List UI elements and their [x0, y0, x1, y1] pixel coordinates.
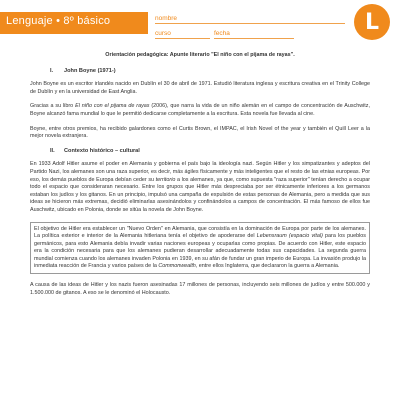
text-run: a los alemanes, ya que, como supuesta "raza superior" tenían derecho a ocupar todo el espacio que consideraran necesario. Entre los grupos que Hitler más despreciaba por ser étnicamente inferiores a los germanos estaban los judíos y los gitanos. En un principio, impulsó una campaña de expulsión de estas personas de Alemania, pero a medida que sus ideas se hicieron más extremas, decidió eliminarlas asesinándolos y confinándolos a campos de concentración. El más famoso de ellos fue Auschwitz, ubicado en Polonia, donde se sitúa la novela de John Boyne.: [30, 176, 370, 213]
text-run: , entre ellos Inglaterra, que declararon la guerra a Alemania.: [195, 263, 340, 270]
section-number: I.: [50, 67, 54, 74]
orientation-title: Orientación pedagógica: Apunte literario "El niño con el pijama de rayas".: [105, 52, 295, 58]
section-title-text: Contexto histórico – cultural: [64, 147, 140, 154]
italic-term: Commonwealth: [158, 263, 196, 270]
italic-term: territorio: [155, 176, 176, 183]
date-field[interactable]: [214, 38, 294, 39]
paragraph-awards: Boyne, entre otros premios, ha recibido galardones como el Curtis Brown, el IMPAC, el Irish Novel of the year y también el Quill Leer a la mejor novela extranjera.: [30, 125, 370, 140]
paragraph-holocaust: A causa de las ideas de Hitler y los nazis fueron asesinadas 17 millones de personas, incluyendo seis millones de judíos y entre 500.000 y 1.500.000 de gitanos. A eso se le denominó el Holocausto.: [30, 282, 370, 296]
name-field[interactable]: [155, 23, 345, 24]
section-number: II.: [50, 147, 55, 154]
section-title-text: John Boyne (1971-): [64, 67, 116, 74]
book-title: El niño con el pijama de rayas: [75, 103, 150, 110]
course-field[interactable]: [155, 38, 210, 39]
paragraph-new-order: [34, 226, 366, 272]
document-body: [30, 52, 370, 304]
text-run: para los pueblos germánicos, para esto Alemania debía invadir varias naciones europeas y ocuparlas como propias. De acuerdo con Hitler, este espacio era la condición necesaria para que los alemanes pudieran desarrollar adecuadamente todas sus capacidades. La segunda guerra mundial comienza cuando los alemanes invaden Polonia en 1939, en su afán de fundar un gran imperio de Europa. La invasión produjo la inmediata reacción de Francia y varios países de la: [34, 233, 366, 270]
text-run: El objetivo de Hitler era establecer un "Nuevo Orden" en Alemania, que consistía en la dominación de Europa por parte de los alemanes. La política exterior e interior de la Alemania hitleriana tenía el objetivo de apoderarse del: [34, 225, 366, 240]
date-label: fecha: [214, 30, 230, 37]
italic-term: Lebensraum (espacio vital): [256, 233, 323, 240]
text-run: (2006), que narra la vida de un niño alemán en el campo de concentración de Auschwitz, Boyne alcanzó fama mundial lo que le permitió dedicarse completamente a la escritura. Esta novela fue llevada al cine.: [30, 103, 370, 117]
subject-label: Lenguaje • 8º básico: [6, 15, 111, 27]
worksheet-header: [0, 0, 400, 46]
subject-logo: [354, 4, 390, 40]
paragraph-novel: [30, 103, 370, 118]
text-run: Gracias a su libro: [30, 103, 76, 110]
text-run: En 1933 Adolf Hitler asume el poder en Alemania y gobierna el país bajo la ideología nazi. Según Hitler y los simpatizantes y adeptos del Partido Nazi, los alemanes son una raza superior, es decir, más ágiles físicamente y más inteligentes que el resto de las etnias europeas. Por eso, los demás pueblos de Europa debían ceder su: [30, 161, 370, 183]
course-label: curso: [155, 30, 171, 37]
section-heading-2: [50, 148, 370, 156]
name-label: nombre: [155, 15, 178, 22]
logo-letter: L: [364, 9, 380, 35]
highlight-box: [30, 222, 370, 275]
paragraph-hitler: [30, 161, 370, 214]
section-heading-1: [50, 68, 370, 76]
paragraph-biography: John Boyne es un escritor irlandés nacido en Dublín el 30 de abril de 1971. Estudió literatura inglesa y escritura creativa en el Trinity College de Dublín y en la universidad de East Anglia.: [30, 81, 370, 95]
